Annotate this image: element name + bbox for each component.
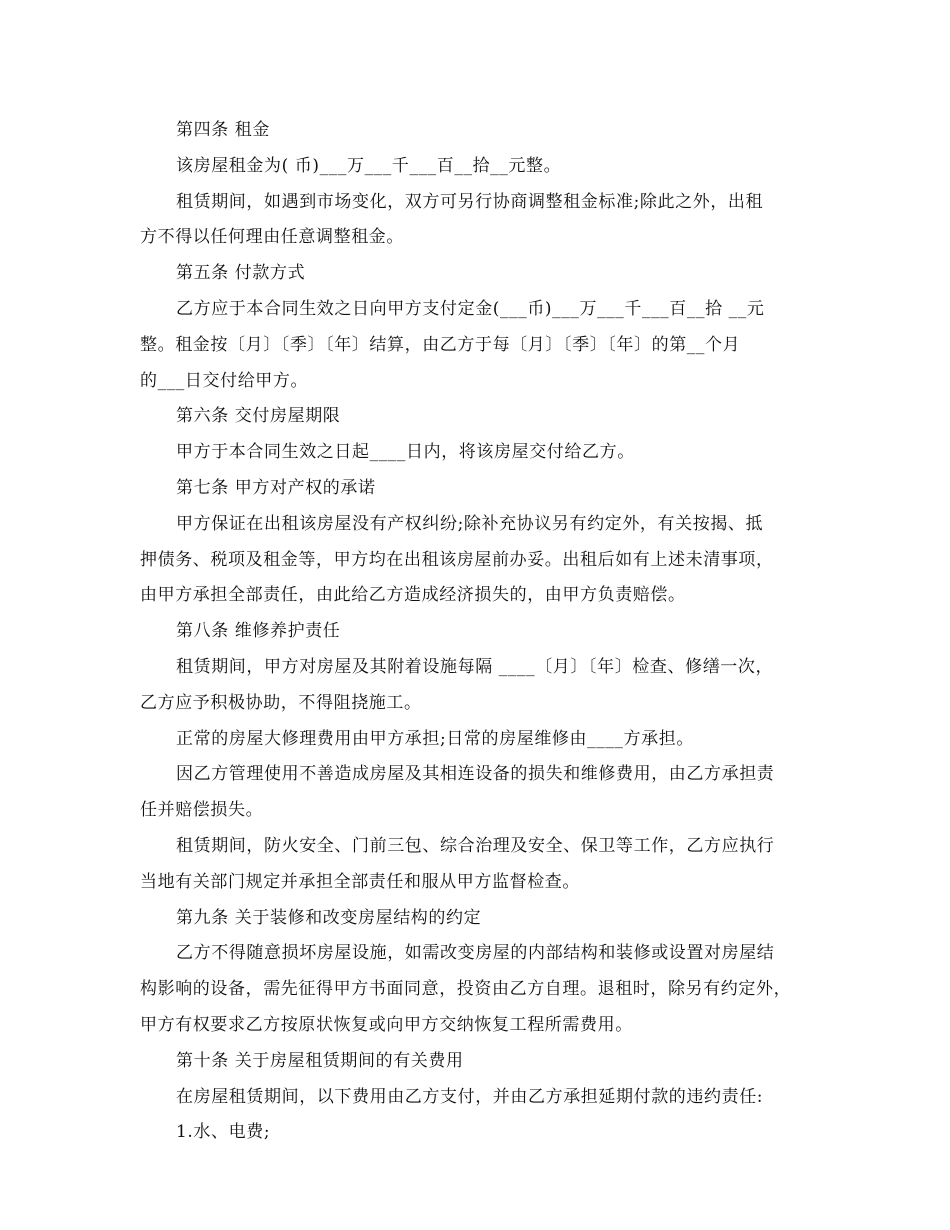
paragraph-line: 构影响的设备，需先征得甲方书面同意，投资由乙方自理。退租时，除另有约定外，	[140, 979, 792, 1000]
paragraph-line: 乙方应予积极协助，不得阻挠施工。	[140, 692, 422, 713]
contract-body	[140, 113, 820, 1151]
paragraph-line: 该房屋租金为( 币)___万___千___百__拾__元整。	[176, 155, 562, 176]
paragraph-line: 方不得以任何理由任意调整租金。	[140, 227, 404, 248]
paragraph-line: 乙方不得随意损坏房屋设施，如需改变房屋的内部结构和装修或设置对房屋结	[176, 943, 775, 964]
paragraph-line: 租赁期间，甲方对房屋及其附着设施每隔 ____〔月〕〔年〕检查、修缮一次，	[176, 656, 774, 677]
article-4-heading: 第四条 租金	[176, 120, 271, 140]
paragraph-line: 乙方应于本合同生效之日向甲方支付定金(___币)___万___千___百__拾 __元	[176, 298, 765, 319]
article-6-heading: 第六条 交付房屋期限	[176, 406, 341, 427]
paragraph-line: 甲方于本合同生效之日起____日内，将该房屋交付给乙方。	[176, 442, 635, 463]
paragraph-line: 甲方保证在出租该房屋没有产权纠纷;除补充协议另有约定外，有关按揭、抵	[176, 513, 764, 534]
paragraph-line: 因乙方管理使用不善造成房屋及其相连设备的损失和维修费用，由乙方承担责	[176, 764, 775, 785]
paragraph-line: 押债务、税项及租金等，甲方均在出租该房屋前办妥。出租后如有上述未清事项，	[140, 549, 774, 570]
paragraph-line: 甲方有权要求乙方按原状恢复或向甲方交纳恢复工程所需费用。	[140, 1014, 633, 1035]
paragraph-line: 由甲方承担全部责任，由此给乙方造成经济损失的，由甲方负责赔偿。	[140, 585, 686, 606]
paragraph-line: 当地有关部门规定并承担全部责任和服从甲方监督检查。	[140, 871, 580, 892]
list-item: 1.水、电费;	[176, 1122, 271, 1143]
article-5-heading: 第五条 付款方式	[176, 263, 306, 284]
paragraph-line: 在房屋租赁期间，以下费用由乙方支付，并由乙方承担延期付款的违约责任:	[176, 1086, 764, 1107]
article-7-heading: 第七条 甲方对产权的承诺	[176, 477, 376, 498]
paragraph-line: 正常的房屋大修理费用由甲方承担;日常的房屋维修由____方承担。	[176, 728, 694, 749]
paragraph-line: 租赁期间，防火安全、门前三包、综合治理及安全、保卫等工作，乙方应执行	[176, 835, 775, 856]
paragraph-line: 的___日交付给甲方。	[140, 370, 309, 391]
article-8-heading: 第八条 维修养护责任	[176, 621, 341, 642]
paragraph-line: 整。租金按〔月〕〔季〕〔年〕结算，由乙方于每〔月〕〔季〕〔年〕的第__个月	[140, 334, 741, 355]
paragraph-line: 租赁期间，如遇到市场变化，双方可另行协商调整租金标准;除此之外，出租	[176, 191, 764, 212]
paragraph-line: 任并赔偿损失。	[140, 800, 264, 821]
article-10-heading: 第十条 关于房屋租赁期间的有关费用	[176, 1050, 464, 1071]
article-9-heading: 第九条 关于装修和改变房屋结构的约定	[176, 907, 482, 928]
